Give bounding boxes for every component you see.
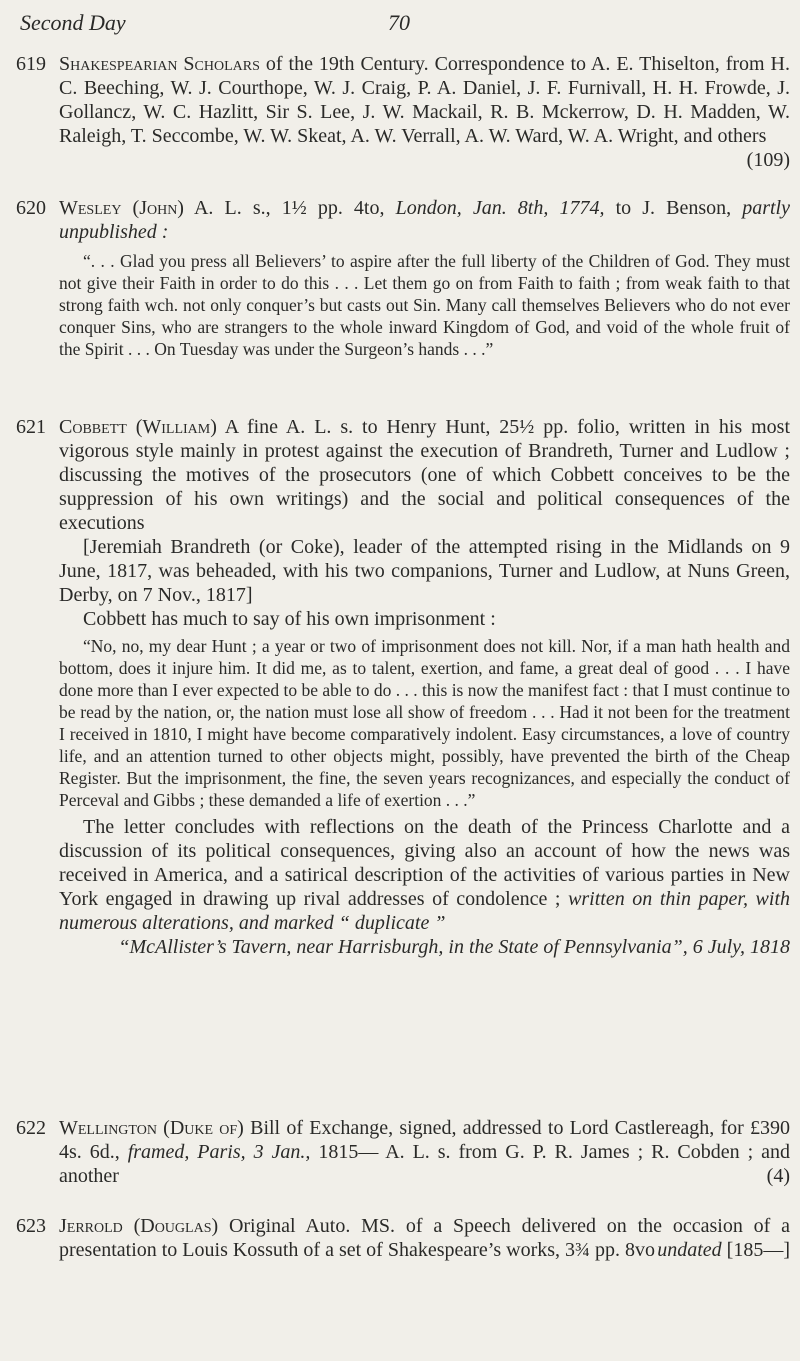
lot-description: A fine A. L. s. to Henry Hunt, 25½ pp. folio, written in his most vigorous style mainly in protest against the execution of Brandreth, Turner and Ludlow ; discussing the motives of the prosecutors (one of which Cobbett conceives to be the suppression of his own writings) and the social and political consequences of the executions xyxy=(59,416,790,534)
lot-heading: Jerrold (Douglas) xyxy=(59,1215,219,1237)
lot-conclusion-italic: written on thin paper, with numerous alterations, and marked “ duplicate ” xyxy=(59,888,791,934)
lot-heading: Shakespearian Scholars xyxy=(59,53,260,75)
lot-heading: Wesley (John) xyxy=(59,197,184,219)
lot-heading: Cobbett (William) xyxy=(59,416,217,438)
lot-note: partly unpublished : xyxy=(59,197,790,243)
running-head: Second Day xyxy=(20,10,126,35)
lot-place-date: London, Jan. 8th, 1774, xyxy=(395,197,605,219)
lot-date: [185—] xyxy=(721,1239,790,1261)
lot-quote: “. . . Glad you press all Believers’ to aspire after the full liberty of the Children of God. They must not give their Faith in order to do this . . . Let them go on from Faith to faith ; from weak faith to that strong faith wch. not only conquer’s but casts out Sin. Many call themselves Believers who do not ever conquer Sins, who are strangers to the whole inward Kingdom of God, and void of the whole fruit of the Spirit . . . On Tuesday was under the Surgeon’s hands . . .” xyxy=(59,251,790,359)
lot-number: 623 xyxy=(16,1215,46,1237)
lot-description-2: to J. Benson, xyxy=(604,197,743,219)
lot-description: A. L. s., 1½ pp. 4to, xyxy=(183,197,396,219)
lot-framed: framed, Paris, 3 Jan., xyxy=(127,1141,311,1163)
lot-quote: “No, no, my dear Hunt ; a year or two of imprisonment does not kill. Nor, if a man hath health and bottom, does it injure him. It did me, as to talent, exertion, and fame, a great deal of good . . . I have done more than I ever expected to be able to do . . . this is now the manifest fact : that I must continue to be read by the nation, or, the nation must lose all show of freedom . . . Had it not been for the treatment I received in 1810, I might have become comparatively indolent. Easy circumstances, a love of country life, and an attention turned to other objects might, possibly, have prevented the birth of the Cheap Register. But the imprisonment, the fine, the seven years recognizances, and especially the conduct of Perceval and Gibbs ; these demanded a life of exertion . . .” xyxy=(59,636,790,810)
lot-623 xyxy=(16,1214,790,1262)
lot-description-2: 1815— A. L. s. from G. P. R. James ; R. Cobden ; and another xyxy=(59,1141,790,1187)
page-number: 70 xyxy=(388,10,410,35)
lot-conclusion: The letter concludes with reflections on the death of the Princess Charlotte and a discussion of its political consequences, giving also an account of how the news was received in America, and a satirical description of the activities of various parties in New York engaged in drawing up rival addresses of condolence ; xyxy=(59,816,790,910)
lot-bracket-note: [Jeremiah Brandreth (or Coke), leader of the attempted rising in the Midlands on 9 June, 1817, was beheaded, with his two companions, Turner and Ludlow, at Nuns Green, Derby, on 7 Nov., 1817] xyxy=(59,536,790,606)
page-header xyxy=(20,10,760,40)
lot-location: “McAllister’s Tavern, near Harrisburgh, in the State of Pennsylvania”, 6 July, 1818 xyxy=(118,936,790,958)
lot-number: 620 xyxy=(16,197,46,219)
lot-description: of the 19th Century. Correspondence to A. E. Thiselton, from H. C. Beeching, W. J. Courthope, W. J. Craig, P. A. Daniel, J. F. Furnivall, H. H. Frowde, J. Gollancz, W. C. Hazlitt, Sir S. Lee, J. W. Mackail, R. B. Mckerrow, D. H. Madden, W. Raleigh, T. Seccombe, W. W. Skeat, A. W. Verrall, A. W. Ward, W. A. Wright, and others xyxy=(59,53,790,147)
lot-undated: undated xyxy=(657,1239,722,1261)
lot-number: 622 xyxy=(16,1117,46,1139)
lot-620 xyxy=(16,196,790,360)
lot-intro: Cobbett has much to say of his own imprisonment : xyxy=(83,608,496,630)
lot-619 xyxy=(16,52,790,172)
lot-621 xyxy=(16,415,790,959)
lot-description: Bill of Exchange, signed, addressed to Lord Castlereagh, for £390 4s. 6d., xyxy=(59,1117,791,1163)
lot-description: Original Auto. MS. of a Speech delivered on the occasion of a presentation to Louis Kossuth of a set of Shakespeare’s works, 3¾ pp. 8vo xyxy=(59,1215,790,1261)
lot-count: (109) xyxy=(746,149,790,171)
lot-count: (4) xyxy=(766,1165,790,1187)
lot-heading: Wellington (Duke of) xyxy=(59,1117,244,1139)
lot-number: 619 xyxy=(16,53,46,75)
lot-number: 621 xyxy=(16,416,46,438)
lot-622 xyxy=(16,1116,790,1188)
